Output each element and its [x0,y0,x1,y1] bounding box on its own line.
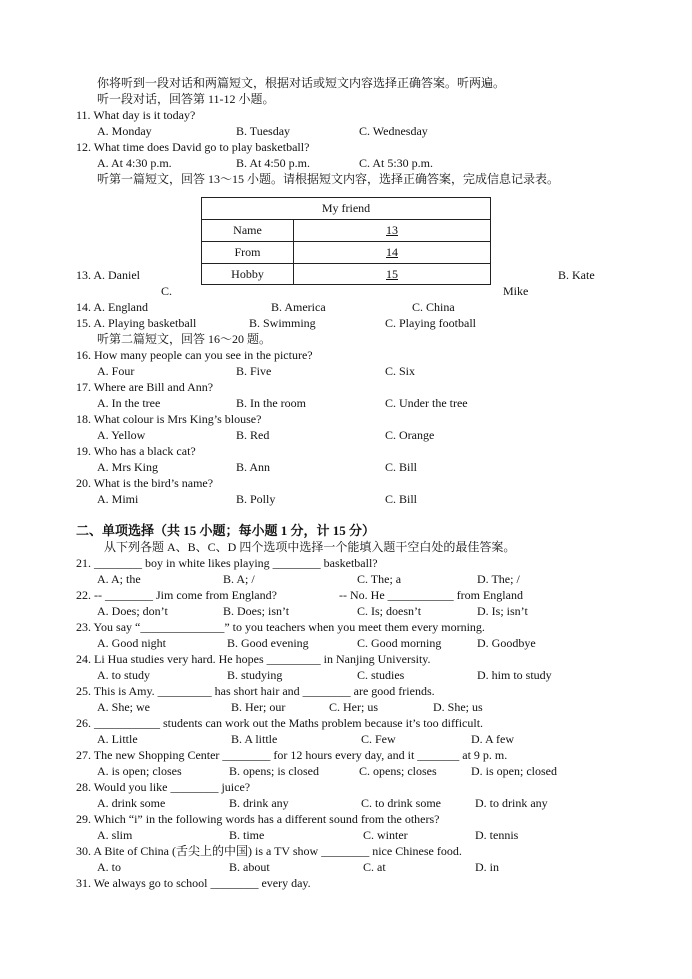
q28-option-c: C. to drink some [361,796,441,810]
q30-option-c: C. at [363,860,386,874]
q17-option-a: A. In the tree [97,396,161,410]
q24-option-c: C. studies [357,668,405,682]
q27-option-c: C. opens; closes [359,764,437,778]
q19-option-a: A. Mrs King [97,460,159,474]
q25-option-a: A. She; we [97,700,150,714]
question-23: 23. You say “______________” to you teachers when you meet them every morning. [76,620,485,634]
question-12: 12. What time does David go to play basketball? [76,140,310,154]
q13-option-b: B. Kate [558,268,595,282]
q28-option-b: B. drink any [229,796,289,810]
q16-option-b: B. Five [236,364,272,378]
q18-option-a: A. Yellow [97,428,146,442]
q13-option-a: 13. A. Daniel [76,268,140,282]
dialog-intro: 听一段对话，回答第 11-12 小题。 [97,92,275,106]
q26-option-b: B. A little [231,732,278,746]
q25-option-b: B. Her; our [231,700,286,714]
q24-option-a: A. to study [97,668,151,682]
listening-intro: 你将听到一段对话和两篇短文，根据对话或短文内容选择正确答案。听两遍。 [97,76,506,90]
q17-option-c: C. Under the tree [385,396,468,410]
q18-option-c: C. Orange [385,428,435,442]
q30-option-d: D. in [475,860,499,874]
q12-option-a: A. At 4:30 p.m. [97,156,172,170]
q30-option-a: A. to [97,860,121,874]
q25-option-c: C. Her; us [329,700,378,714]
q27-option-d: D. is open; closed [471,764,557,778]
q28-option-a: A. drink some [97,796,166,810]
question-11: 11. What day is it today? [76,108,196,122]
q30-option-b: B. about [229,860,270,874]
q21-option-c: C. The; a [357,572,402,586]
q29-option-c: C. winter [363,828,408,842]
q13-option-c-text: Mike [503,284,529,298]
q29-option-d: D. tennis [475,828,519,842]
q24-option-d: D. him to study [477,668,552,682]
question-29: 29. Which “i” in the following words has a different sound from the others? [76,812,440,826]
q25-option-d: D. She; us [433,700,483,714]
q14-option-a: 14. A. England [76,300,148,314]
q23-option-d: D. Goodbye [477,636,536,650]
q15-option-b: B. Swimming [249,316,316,330]
q22-option-b: B. Does; isn’t [223,604,290,618]
q19-option-b: B. Ann [236,460,271,474]
question-28: 28. Would you like ________ juice? [76,780,251,794]
q26-option-a: A. Little [97,732,138,746]
question-26: 26. ___________ students can work out the Maths problem because it’s too difficult. [76,716,484,730]
q14-option-b: B. America [271,300,326,314]
q23-option-c: C. Good morning [357,636,442,650]
info-table [201,197,491,285]
q12-option-c: C. At 5:30 p.m. [359,156,434,170]
question-19: 19. Who has a black cat? [76,444,196,458]
q26-option-c: C. Few [361,732,396,746]
q16-option-a: A. Four [97,364,135,378]
question-20: 20. What is the bird’s name? [76,476,214,490]
question-24: 24. Li Hua studies very hard. He hopes _________ in Nanjing University. [76,652,431,666]
q22-option-c: C. Is; doesn’t [357,604,422,618]
question-18: 18. What colour is Mrs King’s blouse? [76,412,262,426]
q21-option-b: B. A; / [223,572,255,586]
q24-option-b: B. studying [227,668,283,682]
q29-option-a: A. slim [97,828,133,842]
table-row-label: From [234,245,261,259]
q15-option-c: C. Playing football [385,316,476,330]
table-row-label: Name [233,223,262,237]
q26-option-d: D. A few [471,732,514,746]
question-21: 21. ________ boy in white likes playing ________ basketball? [76,556,378,570]
table-blank-15: 15 [386,267,398,281]
table-title: My friend [321,201,371,215]
passage1-intro: 听第一篇短文，回答 13～15 小题。请根据短文内容，选择正确答案，完成信息记录表。 [97,172,560,186]
q19-option-c: C. Bill [385,460,418,474]
q14-option-c: C. China [412,300,455,314]
q12-option-b: B. At 4:50 p.m. [236,156,311,170]
q20-option-c: C. Bill [385,492,418,506]
q16-option-c: C. Six [385,364,416,378]
q13-option-c: C. [161,284,173,298]
question-22: 22. -- ________ Jim come from England? [76,588,277,602]
q11-option-c: C. Wednesday [359,124,428,138]
q21-option-d: D. The; / [477,572,520,586]
q23-option-a: A. Good night [97,636,166,650]
q23-option-b: B. Good evening [227,636,309,650]
section-instruction: 从下列各题 A、B、C、D 四个选项中选择一个能填入题干空白处的最佳答案。 [104,540,516,554]
question-25: 25. This is Amy. _________ has short hair and ________ are good friends. [76,684,435,698]
q11-option-b: B. Tuesday [236,124,291,138]
q17-option-b: B. In the room [236,396,306,410]
q29-option-b: B. time [229,828,265,842]
table-blank-13: 13 [386,223,398,237]
section-heading: 二、单项选择（共 15 小题；每小题 1 分，计 15 分） [76,523,376,538]
question-22-reply: -- No. He ___________ from England [339,588,523,602]
q22-option-a: A. Does; don’t [97,604,168,618]
q27-option-b: B. opens; is closed [229,764,319,778]
q15-option-a: 15. A. Playing basketball [76,316,197,330]
q21-option-a: A. A; the [97,572,141,586]
question-16: 16. How many people can you see in the picture? [76,348,313,362]
q18-option-b: B. Red [236,428,270,442]
q11-option-a: A. Monday [97,124,152,138]
q22-option-d: D. Is; isn’t [477,604,528,618]
table-blank-14: 14 [386,245,398,259]
question-30: 30. A Bite of China (舌尖上的中国) is a TV show ________ nice Chinese food. [76,844,462,858]
passage2-intro: 听第二篇短文，回答 16～20 题。 [97,332,272,346]
question-27: 27. The new Shopping Center ________ for 12 hours every day, and it _______ at 9 p. m. [76,748,508,762]
q20-option-a: A. Mimi [97,492,139,506]
q27-option-a: A. is open; closes [97,764,182,778]
table-row-label: Hobby [231,267,264,281]
question-17: 17. Where are Bill and Ann? [76,380,214,394]
q28-option-d: D. to drink any [475,796,548,810]
q20-option-b: B. Polly [236,492,276,506]
question-31: 31. We always go to school ________ every day. [76,876,311,890]
